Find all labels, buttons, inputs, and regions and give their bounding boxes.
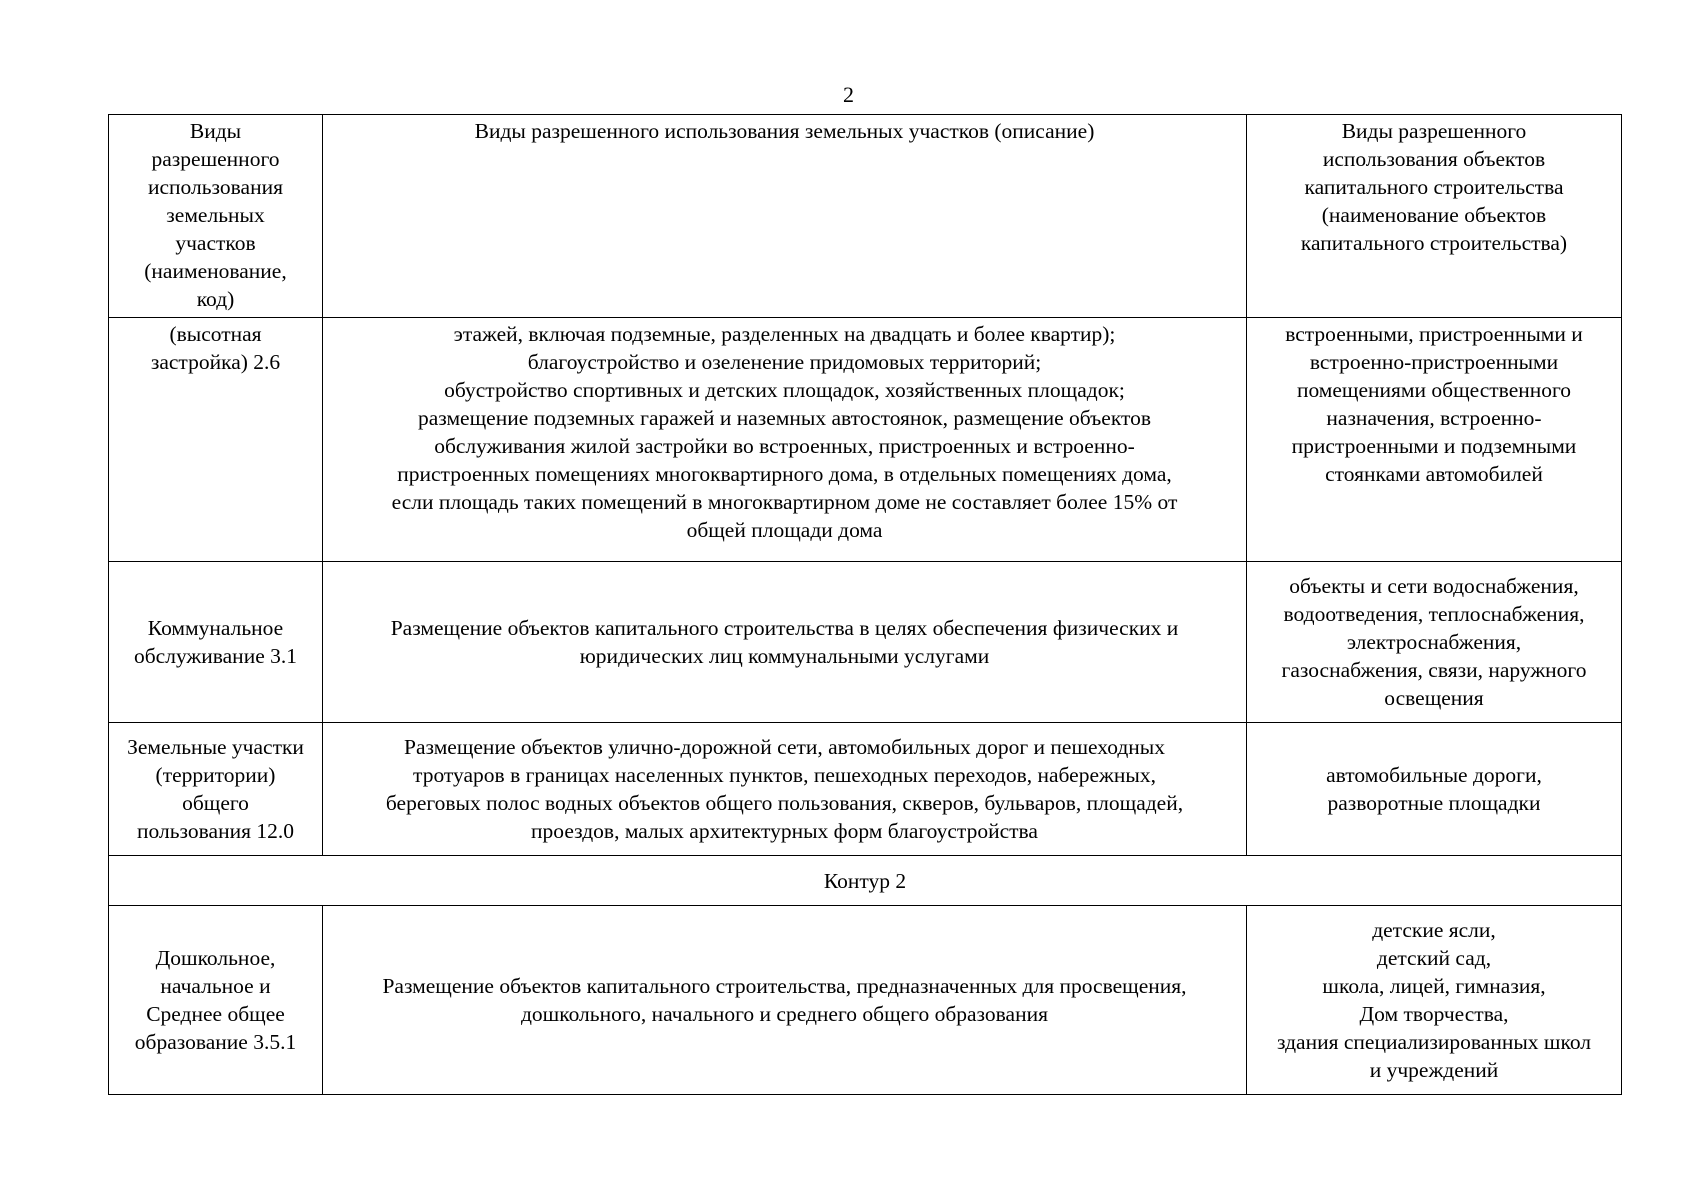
text-line: школа, лицей, гимназия, (1322, 974, 1546, 998)
text-line: электроснабжения, (1346, 630, 1522, 654)
section-title: Контур 2 (109, 856, 1622, 906)
text-line: Размещение объектов улично-дорожной сети, автомобильных дорог и пешеходных (404, 735, 1165, 759)
text-line: и учреждений (1369, 1058, 1499, 1082)
row-description-cell (323, 906, 1247, 1095)
text-line: начальное и (160, 974, 271, 998)
text-line: детские ясли, (1372, 918, 1496, 942)
text-line: код) (196, 287, 235, 311)
row-name-cell (109, 723, 323, 856)
table-row (109, 562, 1622, 723)
row-name-cell (109, 318, 323, 562)
row-description-cell (323, 723, 1247, 856)
text-line: назначения, встроенно- (1326, 406, 1542, 430)
text-line: разрешенного (151, 147, 280, 171)
text-line: (территории) (155, 763, 276, 787)
row-objects-cell (1247, 723, 1622, 856)
text-line: береговых полос водных объектов общего пользования, скверов, бульваров, площадей, (385, 791, 1184, 815)
land-use-table (108, 114, 1622, 1095)
row-name-cell (109, 562, 323, 723)
text-line: капитального строительства) (1300, 231, 1568, 255)
text-line: объекты и сети водоснабжения, (1289, 574, 1579, 598)
text-line: Дошкольное, (155, 946, 276, 970)
text-line: юридических лиц коммунальными услугами (579, 644, 990, 668)
text-line: Земельные участки (127, 735, 304, 759)
text-line: водоотведения, теплоснабжения, (1283, 602, 1585, 626)
text-line: Виды (189, 119, 242, 143)
table-row (109, 906, 1622, 1095)
page-number: 2 (843, 82, 854, 107)
text-line: встроенными, пристроенными и (1285, 322, 1583, 346)
text-line: общего (182, 791, 249, 815)
text-line: Среднее общее (146, 1002, 285, 1026)
text-line: Дом творчества, (1359, 1002, 1509, 1026)
text-line: благоустройство и озеленение придомовых территорий; (527, 350, 1042, 374)
text-line: Виды разрешенного использования земельных участков (описание) (474, 119, 1095, 143)
text-line: обслуживания жилой застройки во встроенных, пристроенных и встроенно- (434, 434, 1135, 458)
table-row (109, 318, 1622, 562)
text-line: пристроенных помещениях многоквартирного дома, в отдельных помещениях дома, (397, 462, 1172, 486)
text-line: использования (148, 175, 283, 199)
text-line: газоснабжения, связи, наружного (1281, 658, 1587, 682)
text-line: помещениями общественного (1296, 378, 1572, 402)
table-header-row (109, 115, 1622, 318)
text-line: детский сад, (1376, 946, 1492, 970)
text-line: встроенно-пристроенными (1309, 350, 1559, 374)
text-line: (высотная (169, 322, 262, 346)
text-line: разворотные площадки (1327, 791, 1541, 815)
row-objects-cell (1247, 562, 1622, 723)
header-land-use-name (109, 115, 323, 318)
text-line: общей площади дома (686, 518, 883, 542)
text-line: размещение подземных гаражей и наземных автостоянок, размещение объектов (417, 406, 1152, 430)
text-line: участков (175, 231, 256, 255)
row-description-cell (323, 562, 1247, 723)
row-objects-cell (1247, 318, 1622, 562)
text-line: этажей, включая подземные, разделенных на двадцать и более квартир); (453, 322, 1116, 346)
row-name-cell (109, 906, 323, 1095)
text-line: дошкольного, начального и среднего общего образования (520, 1002, 1048, 1026)
text-line: стоянками автомобилей (1325, 462, 1543, 486)
header-construction-objects (1247, 115, 1622, 318)
text-line: обустройство спортивных и детских площадок, хозяйственных площадок; (444, 378, 1125, 402)
text-line: если площадь таких помещений в многоквартирном доме не составляет более 15% от (391, 490, 1178, 514)
text-line: пользования 12.0 (137, 819, 294, 843)
text-line: автомобильные дороги, (1326, 763, 1542, 787)
text-line: использования объектов (1322, 147, 1546, 171)
text-line: Размещение объектов капитального строительства, предназначенных для просвещения, (382, 974, 1187, 998)
text-line: образование 3.5.1 (134, 1030, 297, 1054)
section-row (109, 856, 1622, 906)
text-line: освещения (1384, 686, 1484, 710)
table-row (109, 723, 1622, 856)
text-line: пристроенными и подземными (1291, 434, 1577, 458)
row-objects-cell (1247, 906, 1622, 1095)
text-line: Виды разрешенного (1341, 119, 1527, 143)
text-line: земельных (166, 203, 265, 227)
text-line: (наименование, (144, 259, 287, 283)
text-line: здания специализированных школ (1276, 1030, 1592, 1054)
text-line: застройка) 2.6 (150, 350, 281, 374)
text-line: (наименование объектов (1321, 203, 1547, 227)
text-line: обслуживание 3.1 (133, 644, 297, 668)
text-line: Коммунальное (147, 616, 284, 640)
text-line: Размещение объектов капитального строительства в целях обеспечения физических и (390, 616, 1179, 640)
text-line: тротуаров в границах населенных пунктов, пешеходных переходов, набережных, (413, 763, 1156, 787)
row-description-cell (323, 318, 1247, 562)
text-line: капитального строительства (1304, 175, 1564, 199)
header-land-use-description (323, 115, 1247, 318)
text-line: проездов, малых архитектурных форм благоустройства (531, 819, 1038, 843)
